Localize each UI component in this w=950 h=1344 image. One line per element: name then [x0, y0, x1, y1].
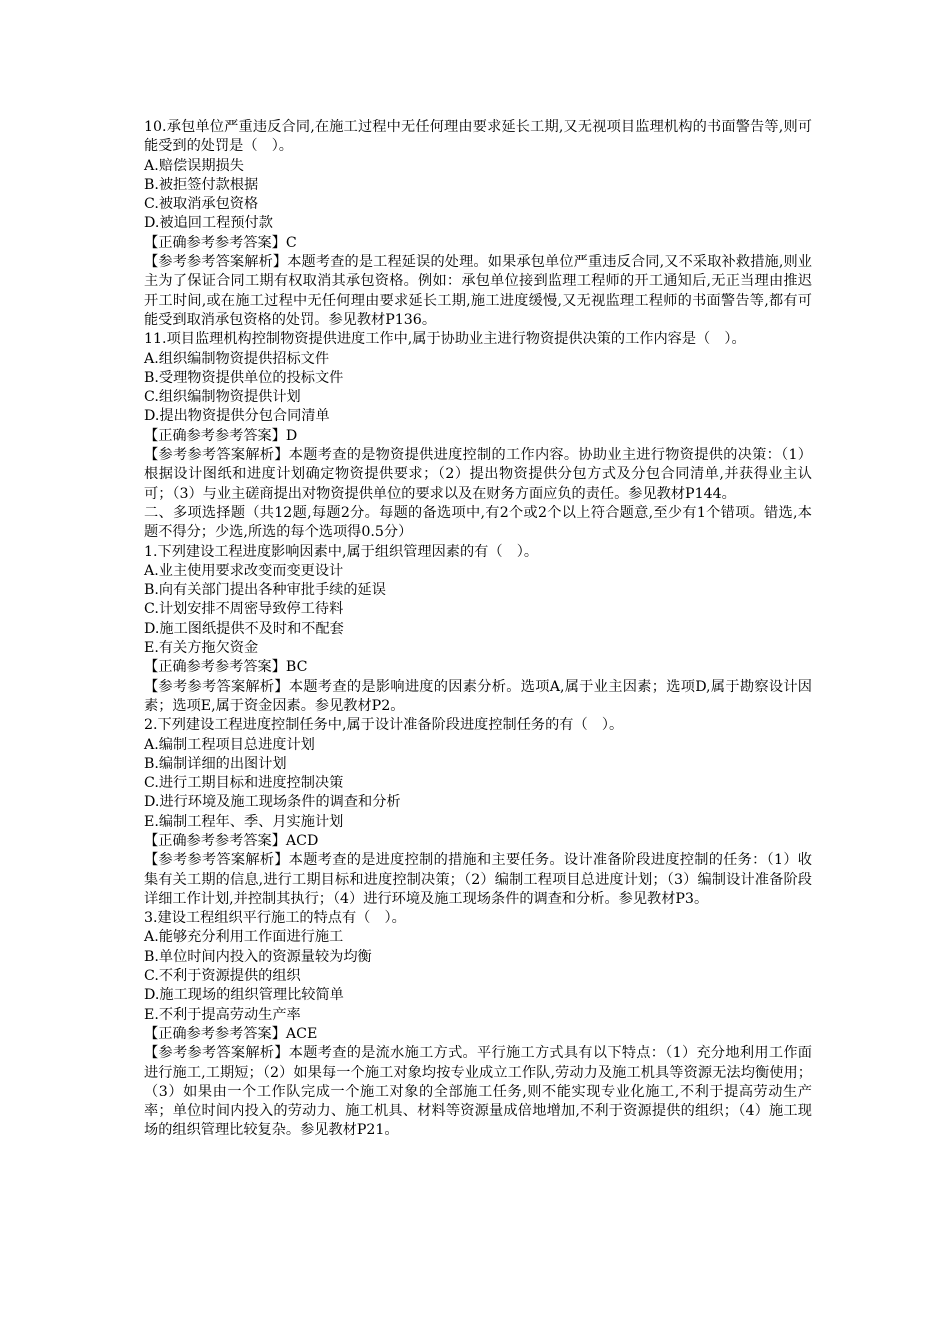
option-item: C.进行工期目标和进度控制决策 — [144, 775, 344, 792]
option-item: A.能够充分利用工作面进行施工 — [144, 929, 344, 946]
option-item: E.编制工程年、季、月实施计划 — [144, 813, 344, 830]
option-item: C.被取消承包资格 — [144, 196, 259, 213]
option-item: B.编制详细的出图计划 — [144, 755, 287, 772]
option-item: B.受理物资提供单位的投标文件 — [144, 369, 344, 386]
answer-line: 【正确参考参考答案】ACE — [144, 1025, 318, 1042]
answer-line: 【正确参考参考答案】BC — [144, 659, 308, 676]
option-item: E.不利于提高劳动生产率 — [144, 1006, 301, 1023]
option-item: D.施工图纸提供不及时和不配套 — [144, 620, 344, 637]
answer-line: 【正确参考参考答案】ACD — [144, 832, 319, 849]
answer-analysis: 【参考参考答案解析】本题考查的是影响进度的因素分析。选项A,属于业主因素；选项D,属于勘察设计因素；选项E,属于资金因素。参见教材P2。 — [144, 678, 812, 714]
option-item: E.有关方拖欠资金 — [144, 640, 259, 657]
answer-line: 【正确参考参考答案】D — [144, 427, 298, 444]
answer-analysis: 【参考参考答案解析】本题考查的是物资提供进度控制的工作内容。协助业主进行物资提供的决策：（1）根据设计图纸和进度计划确定物资提供要求；（2）提出物资提供分包方式及分包合同清单,并获得业主认可；（3）与业主磋商提出对物资提供单位的要求以及在财务方面应负的责任。参见教材P144。 — [144, 447, 812, 502]
multi-question-3-stem: 3.建设工程组织平行施工的特点有（ ）。 — [144, 910, 406, 927]
option-item: A.组织编制物资提供招标文件 — [144, 350, 330, 367]
option-item: D.被追回工程预付款 — [144, 215, 273, 232]
option-item: D.进行环境及施工现场条件的调查和分析 — [144, 794, 401, 811]
document-page — [144, 118, 812, 1141]
answer-analysis: 【参考参考答案解析】本题考查的是工程延误的处理。如果承包单位严重违反合同,又不采取补救措施,则业主为了保证合同工期有权取消其承包资格。例如：承包单位接到监理工程师的开工通知后,无正当理由推迟开工时间,或在施工过程中无任何理由要求延长工期,施工进度缓慢,又无视监理工程师的书面警告等,都有可能受到取消承包资格的处罚。参见教材P136。 — [144, 254, 812, 328]
option-item: C.组织编制物资提供计划 — [144, 389, 301, 406]
section-heading: 二、多项选择题（共12题,每题2分。每题的备选项中,有2个或2个以上符合题意,至少有1个错项。错选,本题不得分；少选,所选的每个选项得0.5分） — [144, 504, 812, 541]
answer-line: 【正确参考参考答案】C — [144, 234, 297, 251]
option-item: A.赔偿误期损失 — [144, 157, 244, 174]
option-item: B.被拒签付款根据 — [144, 176, 259, 193]
multi-question-1-stem: 1.下列建设工程进度影响因素中,属于组织管理因素的有（ ）。 — [144, 543, 539, 560]
question-10-stem: 10.承包单位严重违反合同,在施工过程中无任何理由要求延长工期,又无视项目监理机构的书面警告等,则可能受到的处罚是（ ）。 — [144, 119, 812, 155]
option-item: A.编制工程项目总进度计划 — [144, 736, 315, 753]
option-item: C.计划安排不周密导致停工待料 — [144, 601, 344, 618]
option-item: C.不利于资源提供的组织 — [144, 968, 301, 985]
option-item: D.施工现场的组织管理比较简单 — [144, 987, 344, 1004]
option-item: A.业主使用要求改变而变更设计 — [144, 562, 344, 579]
answer-analysis: 【参考参考答案解析】本题考查的是流水施工方式。平行施工方式具有以下特点：（1）充分地利用工作面进行施工,工期短；（2）如果每一个施工对象均按专业成立工作队,劳动力及施工机具等资源无法均衡使用；（3）如果由一个工作队完成一个施工对象的全部施工任务,则不能实现专业化施工,不利于提高劳动生产率；单位时间内投入的劳动力、施工机具、材料等资源量成倍地增加,不利于资源提供的组织；（4）施工现场的组织管理比较复杂。参见教材P21。 — [144, 1045, 812, 1139]
option-item: B.单位时间内投入的资源量较为均衡 — [144, 948, 372, 965]
option-item: D.提出物资提供分包合同清单 — [144, 408, 330, 425]
answer-analysis: 【参考参考答案解析】本题考查的是进度控制的措施和主要任务。设计准备阶段进度控制的任务：（1）收集有关工期的信息,进行工期目标和进度控制决策；（2）编制工程项目总进度计划；（3）编制设计准备阶段详细工作计划,并控制其执行；（4）进行环境及施工现场条件的调查和分析。参见教材P3。 — [144, 852, 812, 907]
question-11-stem: 11.项目监理机构控制物资提供进度工作中,属于协助业主进行物资提供决策的工作内容是（ ）。 — [144, 331, 746, 348]
option-item: B.向有关部门提出各种审批手续的延误 — [144, 582, 386, 599]
multi-question-2-stem: 2.下列建设工程进度控制任务中,属于设计准备阶段进度控制任务的有（ ）。 — [144, 717, 624, 734]
